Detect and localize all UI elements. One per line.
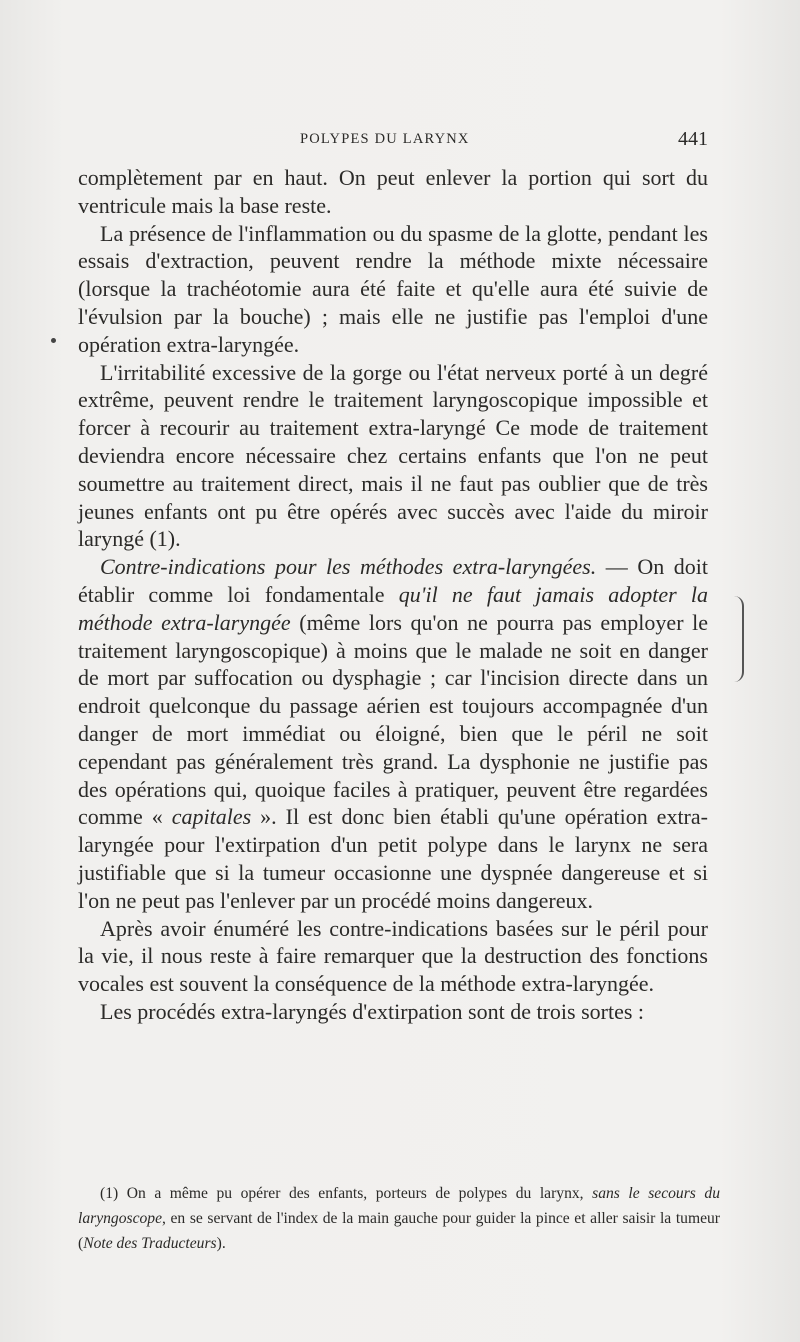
- heading-dash: —: [596, 554, 638, 580]
- paragraph-4-middle: (même lors qu'on ne pourra pas employer le traitement laryngoscopique) à moins que le malade ne soit en danger de mort par suffocation ou dysphagie ; car l'incision directe dans un endroit quelconque du passage aérien est toujours accompagnée d'un danger de mort immédiat ou éloigné, bien que le péril ne soit cependant pas généralement très grand. La dysphonie ne justifie pas des opérations qui, quoique faciles à pratiquer, peuvent être regardées comme «: [78, 609, 708, 830]
- footnote-tail: ).: [216, 1235, 226, 1252]
- footnote: [78, 1181, 720, 1256]
- paragraph-1: complètement par en haut. On peut enlever la portion qui sort du ventricule mais la base reste.: [78, 165, 708, 218]
- footnote-emphasis: sans le secours du laryngoscope: [78, 1185, 720, 1227]
- running-title: POLYPES DU LARYNX: [300, 131, 470, 147]
- page-number: 441: [678, 128, 708, 150]
- footnote-note: Note des Traducteurs: [83, 1235, 217, 1252]
- margin-dot-mark: [51, 338, 56, 343]
- paragraph-3: L'irritabilité excessive de la gorge ou l'état nerveux porté à un degré extrême, peuvent rendre le traitement laryngoscopique impossible et forcer à recourir au traitement extra-laryngé Ce mode de traitement deviendra encore nécessaire chez certains enfants que l'on ne peut soumettre au traitement direct, mais il ne faut pas oublier que de très jeunes enfants ont pu être opérés avec succès avec l'aide du miroir laryngé (1).: [78, 359, 708, 552]
- running-head: [78, 128, 708, 152]
- footnote-middle: , en se servant de l'index de la main gauche pour guider la pince et aller saisir la tumeur (: [78, 1210, 720, 1252]
- section-heading: Contre-indications pour les méthodes extra-laryngées.: [100, 554, 597, 580]
- paragraph-4: [78, 553, 708, 914]
- paragraph-5: Après avoir énuméré les contre-indications basées sur le péril pour la vie, il nous reste à faire remarquer que la destruction des fonctions vocales est souvent la conséquence de la méthode extra-laryngée.: [78, 915, 708, 997]
- paragraph-6: Les procédés extra-laryngés d'extirpation sont de trois sortes :: [100, 998, 645, 1024]
- footnote-marker: (1): [100, 1185, 127, 1202]
- paragraph-4-lead: On doit établir comme loi fondamentale: [78, 554, 708, 607]
- footnote-1: [78, 1181, 720, 1256]
- paragraph-4-tail: ». Il est donc bien établi qu'une opération extra-laryngée pour l'extirpation d'un petit polype dans le larynx ne sera justifiable que si la tumeur occasionne une dyspnée dangereuse et si l'on ne peut pas l'enlever par un procédé moins dangereux.: [78, 804, 708, 913]
- footnote-lead: On a même pu opérer des enfants, porteurs de polypes du larynx,: [126, 1185, 593, 1202]
- paragraph-2: La présence de l'inflammation ou du spasme de la glotte, pendant les essais d'extraction, peuvent rendre la méthode mixte nécessaire (lorsque la trachéotomie aura été faite et qu'elle aura été suivie de l'évulsion par la bouche) ; mais elle ne justifie pas l'emploi d'une opération extra-laryngée.: [78, 220, 708, 357]
- paragraph-4-emphasis: qu'il ne faut jamais adopter la méthode extra-laryngée: [78, 581, 708, 635]
- body-text: [78, 164, 708, 1026]
- paragraph-4-emphasis-capitales: capitales: [171, 804, 252, 830]
- margin-bracket-mark: [734, 596, 744, 682]
